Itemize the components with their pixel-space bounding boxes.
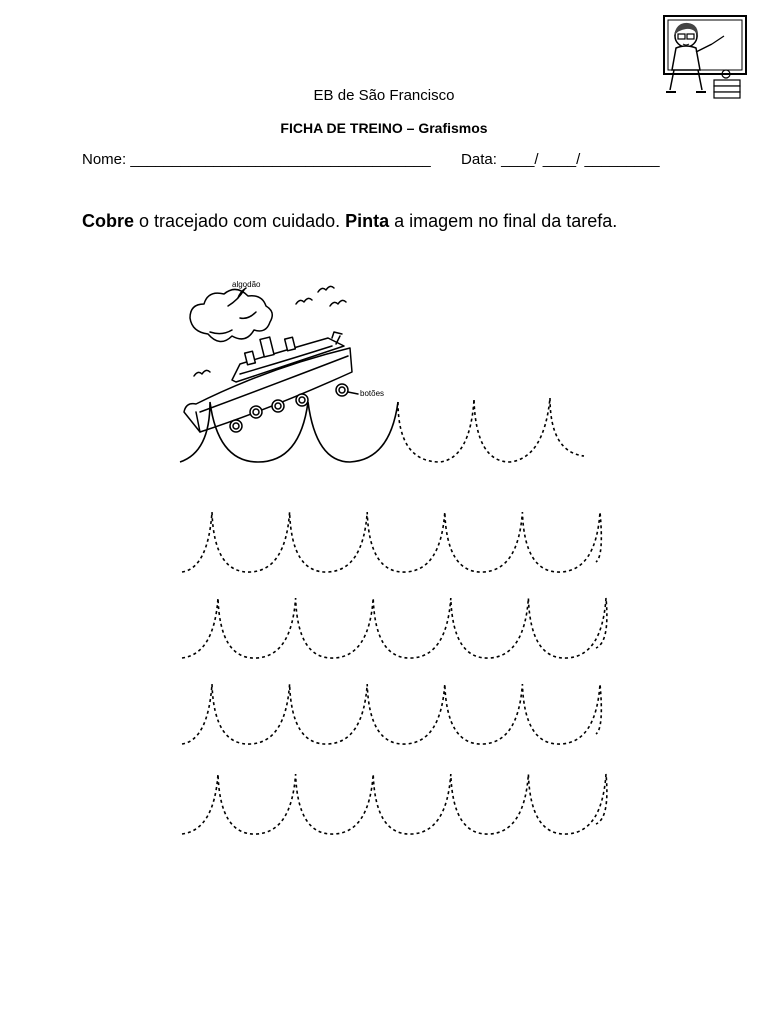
- tracing-arch: [398, 400, 474, 462]
- instruction-verb-cover: Cobre: [82, 211, 135, 231]
- instruction-part-1: o tracejado com cuidado.: [134, 211, 346, 231]
- seagull-icon: [318, 286, 334, 292]
- student-fields: [82, 151, 660, 168]
- tracing-artwork: [0, 240, 768, 860]
- instruction-part-2: a imagem no final da tarefa.: [389, 211, 618, 231]
- porthole: [296, 394, 308, 406]
- name-label: Nome:: [82, 151, 127, 168]
- seagull-icon: [194, 370, 210, 376]
- ship-illustration: [184, 280, 384, 432]
- porthole: [272, 400, 284, 412]
- label-buttons: botões: [360, 389, 385, 398]
- porthole: [250, 406, 262, 418]
- tracing-rows: [182, 512, 607, 834]
- smoke-cloud: [190, 289, 272, 341]
- tracing-arch: [474, 398, 550, 462]
- worksheet-title-main: FICHA DE TREINO –: [280, 120, 419, 136]
- tracing-row: [182, 774, 607, 834]
- name-field[interactable]: ____________________________________: [130, 151, 431, 168]
- ship-chimney-2: [260, 337, 274, 357]
- ship-chimney-3: [285, 337, 296, 351]
- porthole: [230, 420, 242, 432]
- instruction-verb-paint: Pinta: [345, 211, 390, 231]
- seagull-icon: [330, 300, 346, 306]
- tracing-row: [182, 684, 601, 744]
- worksheet-title: [0, 120, 768, 136]
- seagull-icon: [296, 298, 312, 304]
- label-cotton: algodão: [232, 280, 261, 289]
- tracing-row: [182, 598, 607, 658]
- date-field[interactable]: ____/ ____/ _________: [501, 151, 660, 168]
- tracing-row: [182, 512, 601, 572]
- instruction-text: [82, 211, 617, 232]
- porthole: [336, 384, 348, 396]
- school-name: EB de São Francisco: [313, 87, 455, 104]
- worksheet-title-sub: Grafismos: [418, 120, 488, 136]
- tracing-arch: [550, 398, 584, 456]
- date-label: Data:: [461, 151, 497, 168]
